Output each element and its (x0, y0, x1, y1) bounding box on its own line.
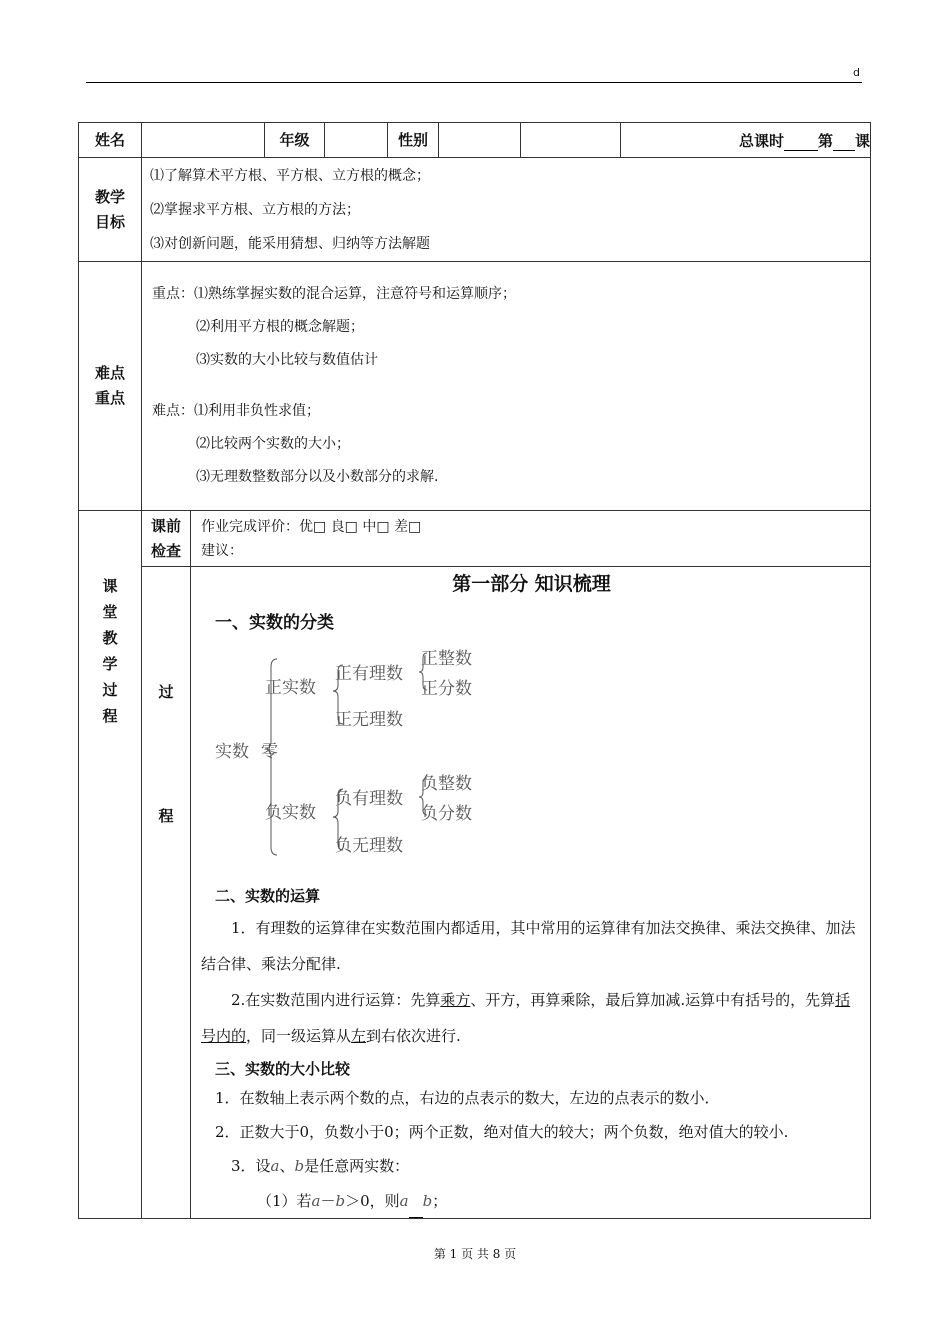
tree-negative-irrational: 负无理数 (335, 836, 403, 856)
operations-rule-2 (201, 982, 862, 1054)
homework-evaluation[interactable]: 作业完成评价：优□ 良□ 中□ 差□ (201, 518, 422, 535)
heading-classification: 一、实数的分类 (215, 613, 334, 633)
nth-label: 第 (817, 131, 833, 150)
objectives-label: 教学 目标 (79, 158, 142, 262)
minus-sign: － (320, 1192, 336, 1210)
answer-underline: 左 (351, 1027, 367, 1045)
tree-negative: 负实数 (265, 803, 316, 823)
key-item: ⑵利用平方根的概念解题； (196, 319, 364, 335)
comparison-rule-1: 1．在数轴上表示两个数的点，右边的点表示的数大，左边的点表示的数小． (215, 1089, 720, 1107)
section-title: 第一部分 知识梳理 (452, 573, 611, 595)
difficulty-item: ⑵比较两个实数的大小； (196, 436, 350, 452)
tree-positive-irrational: 正无理数 (335, 710, 403, 730)
variable-b: b (335, 1192, 346, 1210)
answer-blank[interactable] (409, 1183, 423, 1218)
total-lessons-blank[interactable] (784, 132, 818, 151)
tree-positive: 正实数 (265, 678, 316, 698)
rule-text: ； (432, 1192, 448, 1210)
variable-b: b (294, 1157, 305, 1175)
variable-a: a (270, 1157, 280, 1175)
keypoints-content (142, 262, 871, 511)
variable-a: a (311, 1192, 321, 1210)
process-row (79, 567, 871, 1219)
classroom-process-label (79, 511, 142, 1219)
tree-positive-integer: 正整数 (421, 649, 472, 669)
info-row (79, 123, 871, 158)
answer-underline: 乘方 (440, 991, 471, 1009)
objectives-content (142, 158, 871, 262)
objectives-row (79, 158, 871, 262)
rule-text: 3．设 (231, 1157, 271, 1175)
rule-text: ，同一级运算从 (246, 1027, 352, 1045)
precheck-content (191, 511, 871, 567)
name-value[interactable] (142, 123, 265, 158)
label-char: 学 (102, 655, 118, 673)
objective-item: ⑵掌握求平方根、立方根的方法； (150, 201, 360, 218)
tree-positive-rational: 正有理数 (335, 664, 403, 684)
label-char: 过 (102, 681, 118, 699)
variable-a: a (399, 1192, 409, 1210)
process-label (142, 567, 191, 1219)
process-char: 过 (158, 683, 174, 701)
gender-value[interactable] (439, 123, 521, 158)
header-rule (86, 82, 862, 83)
comparison-rule-2: 2．正数大于0，负数小于0；两个正数，绝对值大的较大；两个负数，绝对值大的较小. (215, 1123, 789, 1141)
page-footer: 第 1 页 共 8 页 (433, 1247, 517, 1261)
tree-root: 实数 (215, 742, 249, 762)
difficulty-item: ⑶无理数整数部分以及小数部分的求解. (196, 469, 439, 485)
tree-negative-integer: 负整数 (421, 774, 472, 794)
precheck-label: 课前 检查 (142, 511, 191, 567)
operations-rule-1: 1．有理数的运算律在实数范围内都适用，其中常用的运算律有加法交换律、乘法交换律、加法结合律、乘法分配律. (201, 919, 856, 973)
tree-positive-fraction: 正分数 (421, 679, 472, 699)
lesson-number-blank[interactable] (833, 132, 855, 151)
process-char: 程 (158, 807, 174, 825)
difficulty-item: ⑴利用非负性求值； (194, 403, 320, 419)
variable-b: b (422, 1192, 433, 1210)
grade-value[interactable] (325, 123, 388, 158)
blank-cell[interactable] (521, 123, 621, 158)
label-char: 教 (102, 629, 118, 647)
precheck-row (79, 511, 871, 567)
answer-underline: 括号内的 (201, 991, 851, 1045)
difficulty-prefix: 难点： (152, 403, 194, 419)
tree-negative-fraction: 负分数 (421, 804, 472, 824)
comparison-case-1 (201, 1183, 862, 1218)
comparison-rule-3 (201, 1149, 862, 1183)
key-prefix: 重点： (152, 286, 194, 302)
objective-item: ⑴了解算术平方根、平方根、立方根的概念； (150, 167, 430, 184)
heading-operations: 二、实数的运算 (215, 887, 321, 905)
rule-text: （1）若 (257, 1192, 312, 1210)
lesson-label: 课 (854, 131, 870, 150)
gender-label: 性别 (388, 123, 439, 158)
process-content (191, 567, 871, 1219)
classification-tree (201, 639, 862, 877)
keypoints-label: 难点 重点 (79, 262, 142, 511)
key-item: ⑶实数的大小比较与数值估计 (196, 352, 378, 368)
heading-comparison: 三、实数的大小比较 (215, 1060, 351, 1078)
header-mark: d (853, 66, 860, 79)
grade-label: 年级 (265, 123, 325, 158)
rule-text: 2.在实数范围内进行运算：先算 (231, 991, 441, 1009)
total-lessons-label: 总课时 (738, 131, 784, 150)
name-label: 姓名 (79, 123, 142, 158)
rule-text: ＞0，则 (345, 1192, 400, 1210)
separator: 、 (279, 1157, 295, 1175)
objective-item: ⑶对创新问题，能采用猜想、归纳等方法解题 (150, 235, 430, 252)
label-char: 程 (102, 707, 118, 725)
tree-zero: 零 (261, 742, 278, 762)
key-item: ⑴熟练掌握实数的混合运算，注意符号和运算顺序； (194, 286, 516, 302)
label-char: 堂 (102, 603, 118, 621)
tree-negative-rational: 负有理数 (335, 789, 403, 809)
keypoints-row (79, 262, 871, 511)
rule-text: 、开方，再算乘除，最后算加减.运算中有括号的，先算 (470, 991, 836, 1009)
rule-text: 到右依次进行. (366, 1027, 461, 1045)
lesson-count (621, 123, 871, 158)
label-char: 课 (102, 577, 118, 595)
advice-label: 建议： (201, 542, 243, 559)
rule-text: 是任意两实数： (304, 1157, 410, 1175)
lesson-plan-table (78, 122, 871, 1219)
